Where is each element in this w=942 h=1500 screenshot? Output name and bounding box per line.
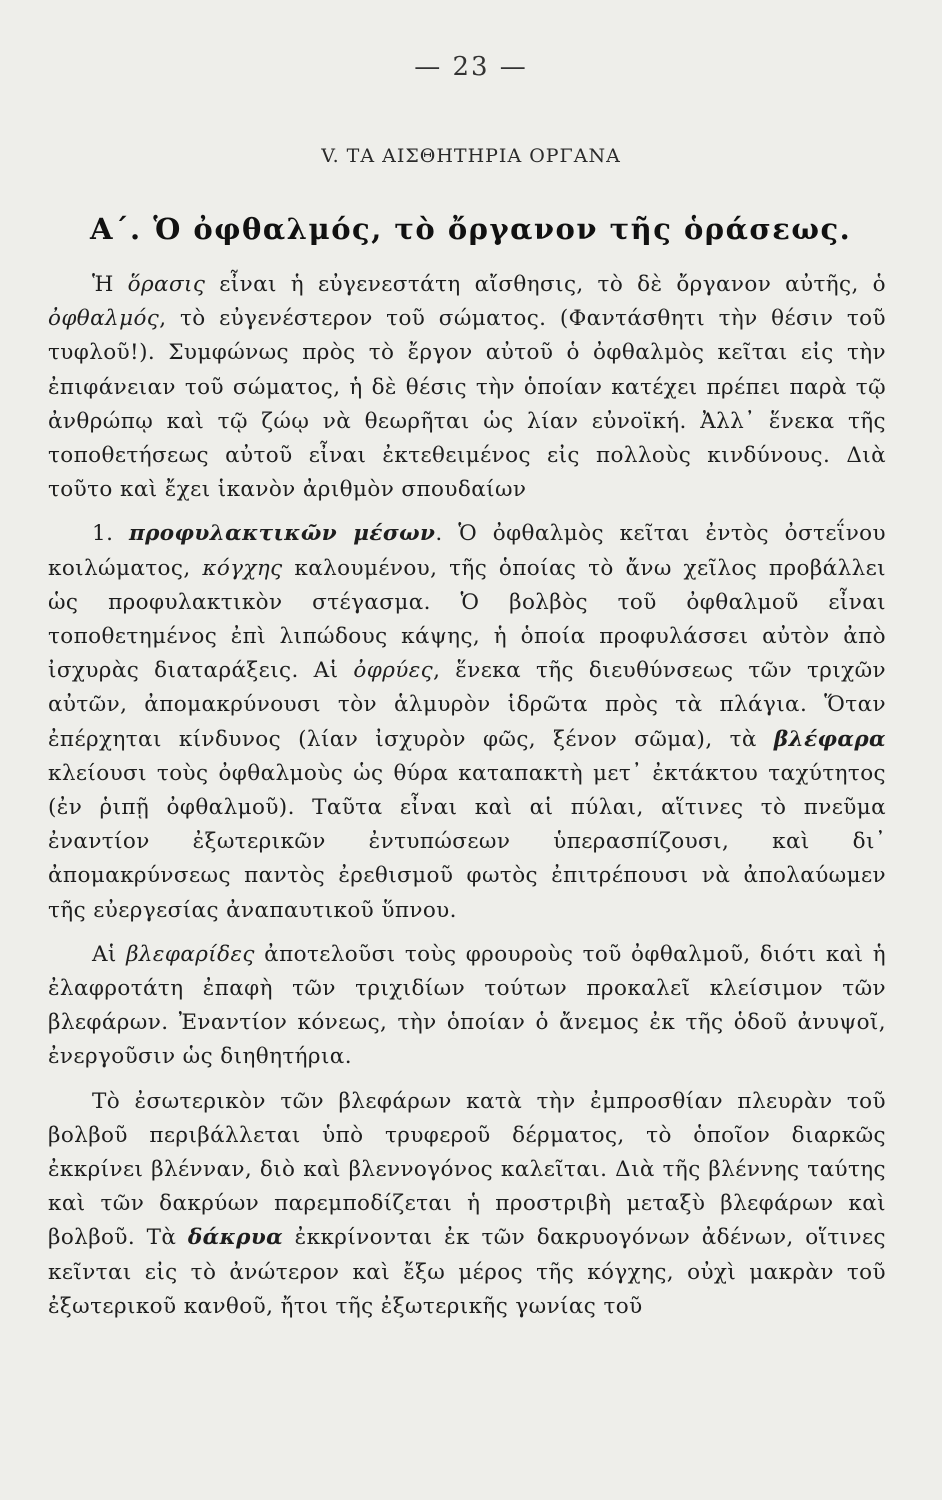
paragraph-1: [48, 268, 886, 507]
p2-text-a: 1.: [92, 521, 129, 547]
p1-text-a: Ἡ: [92, 272, 128, 297]
p1-text-c: εἶναι ἡ εὐγενεστάτη αἴσθησις, τὸ δὲ ὄργανον αὐτῆς, ὁ: [205, 272, 887, 297]
p2-text-i: κλείουσι τοὺς ὀφθαλμοὺς ὡς θύρα καταπακτὴ μετ᾽ ἐκτάκτου ταχύτητος (ἐν ῥιπῇ ὀφθαλμοῦ). Ταῦτα εἶναι καὶ αἱ πύλαι, αἵτινες τὸ πνεῦμα ἐναντίον ἐξωτερικῶν ἐντυπώσεων ὑπερασπίζουσι, καὶ δι᾽ ἀπομακρύνσεως παντὸς ἐρεθισμοῦ φωτὸς ἐπιτρέπουσι νὰ ἀπολαύωμεν τῆς εὐεργεσίας ἀναπαυτικοῦ ὕπνου.: [48, 760, 886, 923]
section-title: Α΄. Ὁ ὀφθαλμός, τὸ ὄργανον τῆς ὁράσεως.: [90, 212, 852, 246]
paragraph-3: [48, 938, 886, 1075]
term-vlefarides: βλεφαρίδες: [126, 941, 255, 967]
term-profylaktika: προφυλακτικῶν μέσων: [128, 521, 436, 547]
p2-text-g: , ἕνεκα τῆς διευθύνσεως τῶν τριχῶν αὐτῶν, ἀπομακρύνουσι τὸν ἁλμυρὸν ἱδρῶτα πρὸς τὰ πλάγια. Ὅταν ἐπέρχηται κίνδυνος (λίαν ἰσχυρὸν φῶς, ξένον σῶμα), τὰ: [48, 658, 886, 752]
paragraph-4: [48, 1085, 886, 1324]
chapter-title: V. ΤΑ ΑΙΣΘΗΤΗΡΙΑ ΟΡΓΑΝΑ: [321, 145, 621, 167]
p3-text-a: Αἱ: [92, 941, 127, 967]
p1-text-e: , τὸ εὐγενέστερον τοῦ σώματος. (Φαντάσθητι τὴν θέσιν τοῦ τυφλοῦ!). Συμφώνως πρὸς τὸ ἔργον αὐτοῦ ὁ ὀφθαλμὸς κεῖται εἰς τὴν ἐπιφάνειαν τοῦ σώματος, ἡ δὲ θέσις τὴν ὁποίαν κατέχει πρέπει παρὰ τῷ ἀνθρώπῳ καὶ τῷ ζώῳ νὰ θεωρῆται ὡς λίαν εὐνοϊκή. Ἀλλ᾽ ἕνεκα τῆς τοποθετήσεως αὐτοῦ εἶναι ἐκτεθειμένος εἰς πολλοὺς κινδύνους. Διὰ τοῦτο καὶ ἔχει ἱκανὸν ἀριθμὸν σπουδαίων: [48, 306, 886, 503]
paragraph-2: [48, 517, 886, 927]
p4-text-a: Τὸ ἐσωτερικὸν τῶν βλεφάρων κατὰ τὴν ἐμπροσθίαν πλευρὰν τοῦ βολβοῦ περιβάλλεται ὑπὸ τρυφεροῦ δέρματος, τὸ ὁποῖον διαρκῶς ἐκκρίνει βλένναν, διὸ καὶ βλεννογόνος καλεῖται. Διὰ τῆς βλέννης ταύτης καὶ τῶν δακρύων παρεμποδίζεται ἡ προστριβὴ μεταξὺ βλεφάρων καὶ βολβοῦ. Τὰ: [48, 1088, 886, 1251]
term-ophthalmos: ὀφθαλμός: [48, 306, 160, 332]
p2-text-c: . Ὁ ὀφθαλμὸς κεῖται ἐντὸς ὀστεΐνου κοιλώματος,: [48, 521, 886, 581]
page-number: — 23 —: [414, 52, 528, 82]
term-ofryes: ὀφρύες: [353, 658, 434, 684]
term-vlefara: βλέφαρα: [773, 726, 886, 752]
term-orasis: ὅρασις: [127, 272, 206, 297]
body-text: [48, 268, 886, 1324]
term-dakrya: δάκρυα: [187, 1225, 284, 1251]
p4-text-c: ἐκκρίνονται ἐκ τῶν δακρυογόνων ἀδένων, οἵτινες κεῖνται εἰς τὸ ἀνώτερον καὶ ἔξω μέρος τῆς κόγχης, οὐχὶ μακρὰν τοῦ ἐξωτερικοῦ κανθοῦ, ἤτοι τῆς ἐξωτερικῆς γωνίας τοῦ: [48, 1225, 886, 1319]
p2-text-e: καλουμένου, τῆς ὁποίας τὸ ἄνω χεῖλος προβάλλει ὡς προφυλακτικὸν στέγασμα. Ὁ βολβὸς τοῦ ὀφθαλμοῦ εἶναι τοποθετημένος ἐπὶ λιπώδους κάψης, ἡ ὁποία προφυλάσσει αὐτὸν ἀπὸ ἰσχυρὰς διαταράξεις. Αἱ: [48, 555, 887, 684]
term-kogchi: κόγχης: [202, 555, 283, 581]
p3-text-c: ἀποτελοῦσι τοὺς φρουροὺς τοῦ ὀφθαλμοῦ, διότι καὶ ἡ ἐλαφροτάτη ἐπαφὴ τῶν τριχιδίων τούτων προκαλεῖ κλείσιμον τῶν βλεφάρων. Ἐναντίον κόνεως, τὴν ὁποίαν ὁ ἄνεμος ἐκ τῆς ὁδοῦ ἀνυψοῖ, ἐνεργοῦσιν ὡς διηθητήρια.: [48, 941, 886, 1070]
